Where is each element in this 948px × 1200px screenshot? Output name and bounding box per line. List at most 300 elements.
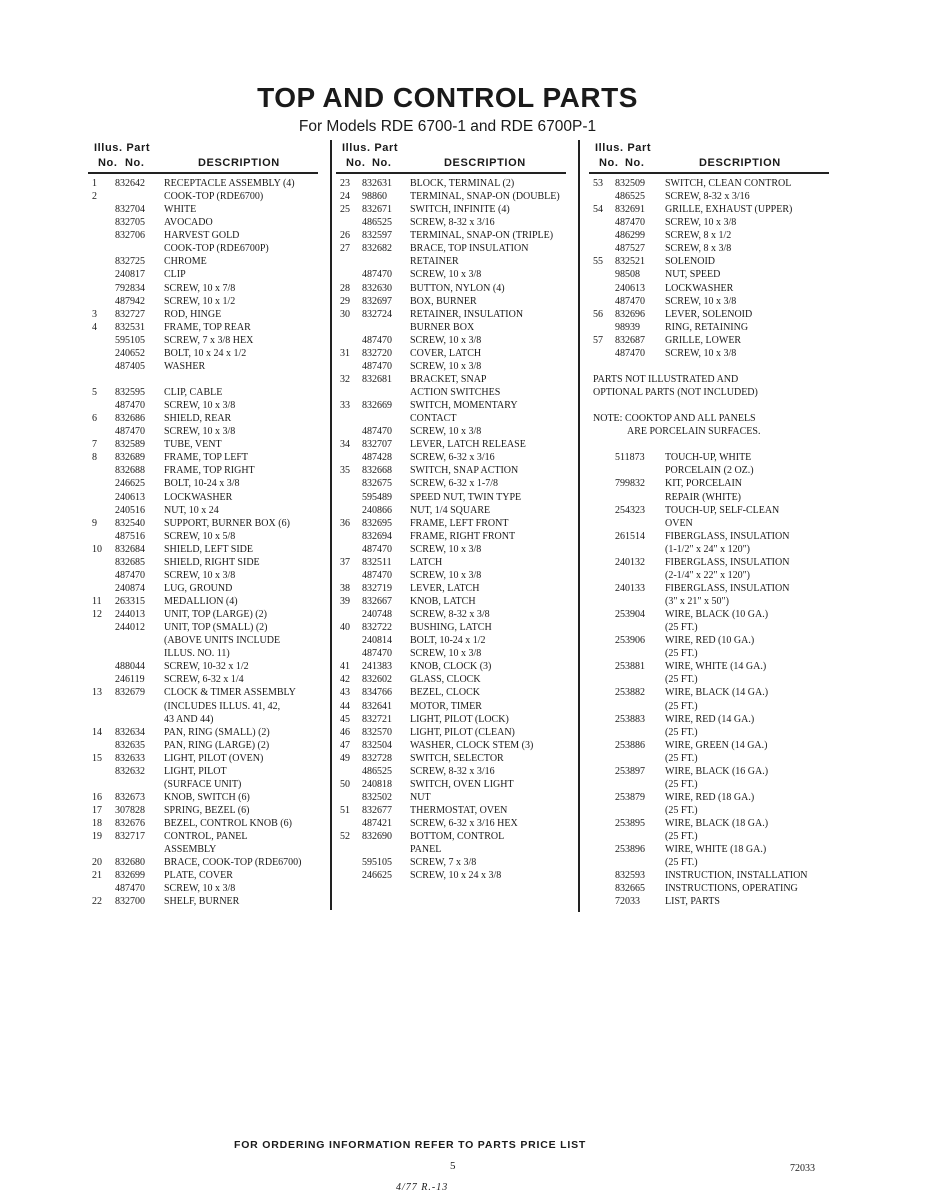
part-number: 832632 <box>115 765 145 777</box>
part-description: SCREW, 6-32 x 1-7/8 <box>410 478 498 490</box>
illus-number: 24 <box>340 191 350 203</box>
part-number: 834766 <box>362 687 392 699</box>
part-description: WIRE, WHITE (14 GA.) <box>665 661 767 673</box>
part-description: LIST, PARTS <box>665 896 720 908</box>
part-number: 832687 <box>615 334 645 346</box>
part-number: 832679 <box>115 687 145 699</box>
part-number: 832593 <box>615 870 645 882</box>
part-number: 832694 <box>362 530 392 542</box>
part-description: PLATE, COVER <box>164 870 233 882</box>
part-number: 832531 <box>115 321 145 333</box>
illus-number: 14 <box>92 726 102 738</box>
part-description: FRAME, TOP REAR <box>164 321 251 333</box>
part-description: SWITCH, OVEN LIGHT <box>410 778 514 790</box>
part-description: LIGHT, PILOT (LOCK) <box>410 713 509 725</box>
part-description: COOK-TOP (RDE6700) <box>164 191 264 203</box>
illus-number: 53 <box>593 178 603 189</box>
part-number: 240516 <box>115 504 145 516</box>
part-description: SOLENOID <box>665 256 715 268</box>
part-description: SCREW, 7 x 3/8 HEX <box>164 334 254 346</box>
illus-number: 12 <box>92 609 102 621</box>
part-description: WASHER <box>164 360 206 372</box>
part-number: 487942 <box>115 295 145 307</box>
part-number: 261514 <box>615 530 645 542</box>
part-number: 832671 <box>362 204 392 216</box>
column-header-description: DESCRIPTION <box>444 157 526 169</box>
part-description: SCREW, 8-32 x 3/8 <box>410 609 490 621</box>
part-number: 832695 <box>362 517 392 529</box>
part-description: LATCH <box>410 556 443 568</box>
part-number: 72033 <box>615 896 640 908</box>
note-text: ARE PORCELAIN SURFACES. <box>627 426 761 438</box>
part-description: (25 FT.) <box>665 831 698 843</box>
part-number: 832677 <box>362 805 392 816</box>
column-header-part-no: No. <box>372 157 392 169</box>
part-description: SPEED NUT, TWIN TYPE <box>410 491 522 503</box>
part-number: 487470 <box>362 543 392 555</box>
part-description: BRACKET, SNAP <box>410 373 487 385</box>
part-number: 832589 <box>115 439 145 451</box>
part-description: BOLT, 10-24 x 3/8 <box>164 478 240 490</box>
illus-number: 54 <box>593 204 603 216</box>
part-description: (SURFACE UNIT) <box>164 778 242 790</box>
part-number: 832689 <box>115 452 145 464</box>
part-description: SCREW, 10 x 3/8 <box>164 883 236 895</box>
ordering-note: FOR ORDERING INFORMATION REFER TO PARTS PRICE LIST <box>234 1139 587 1151</box>
part-description: SCREW, 7 x 3/8 <box>410 857 477 869</box>
part-description: SCREW, 8 x 1/2 <box>665 230 732 242</box>
part-description: MOTOR, TIMER <box>410 700 482 712</box>
part-description: FRAME, RIGHT FRONT <box>410 530 516 542</box>
part-number: 240132 <box>615 556 645 568</box>
part-number: 487470 <box>615 347 645 359</box>
part-description: SCREW, 10 x 1/2 <box>164 295 236 307</box>
part-description: (ABOVE UNITS INCLUDE <box>164 635 281 647</box>
column-header-part-no: No. <box>125 157 145 169</box>
part-number: 487470 <box>115 426 145 438</box>
part-number: 487470 <box>115 400 145 412</box>
part-number: 98860 <box>362 191 387 203</box>
part-description: BEZEL, CLOCK <box>410 687 480 699</box>
part-number: 240652 <box>115 347 145 359</box>
illus-number: 31 <box>340 347 350 359</box>
part-description: WIRE, RED (10 GA.) <box>665 635 755 647</box>
illus-number: 38 <box>340 582 350 594</box>
part-description: REPAIR (WHITE) <box>665 491 742 503</box>
part-number: 240613 <box>615 282 645 294</box>
part-number: 832728 <box>362 752 392 764</box>
part-number: 487516 <box>115 530 145 542</box>
part-description: FIBERGLASS, INSULATION <box>665 556 790 568</box>
part-description: WIRE, BLACK (10 GA.) <box>665 609 769 621</box>
part-number: 254323 <box>615 504 645 516</box>
part-description: CLIP, CABLE <box>164 387 223 398</box>
part-description: LOCKWASHER <box>164 491 233 503</box>
part-number: 595105 <box>362 857 392 869</box>
part-description: WIRE, RED (14 GA.) <box>665 713 755 725</box>
illus-number: 9 <box>92 517 97 529</box>
part-number: 487470 <box>362 569 392 581</box>
part-description: LUG, GROUND <box>164 582 233 594</box>
part-number: 486525 <box>362 765 392 777</box>
illus-number: 25 <box>340 204 350 216</box>
part-description: WIRE, WHITE (18 GA.) <box>665 844 767 856</box>
part-description: WHITE <box>164 204 197 216</box>
header-rule <box>88 172 318 174</box>
part-description: (25 FT.) <box>665 752 698 764</box>
part-description: INSTRUCTIONS, OPERATING <box>665 883 798 895</box>
illus-number: 27 <box>340 243 350 255</box>
part-description: HARVEST GOLD <box>164 230 240 242</box>
part-number: 832676 <box>115 818 145 830</box>
part-number: 832635 <box>115 739 145 751</box>
part-description: TOUCH-UP, WHITE <box>665 452 752 464</box>
illus-number: 39 <box>340 596 350 607</box>
part-number: 240866 <box>362 504 392 516</box>
illus-number: 23 <box>340 178 350 189</box>
part-description: PAN, RING (SMALL) (2) <box>164 726 270 738</box>
part-description: (25 FT.) <box>665 778 698 790</box>
part-number: 832681 <box>362 373 392 385</box>
header-rule <box>589 172 829 174</box>
part-description: LIGHT, PILOT (CLEAN) <box>410 726 515 738</box>
part-description: SCREW, 8-32 x 3/16 <box>665 191 750 203</box>
part-description: LIGHT, PILOT <box>164 765 227 777</box>
part-number: 832721 <box>362 713 392 725</box>
part-description: KNOB, SWITCH (6) <box>164 791 250 803</box>
illus-number: 22 <box>92 896 102 908</box>
part-number: 240817 <box>115 269 145 281</box>
part-number: 832691 <box>615 204 645 216</box>
part-description: SWITCH, INFINITE (4) <box>410 204 510 216</box>
part-description: FIBERGLASS, INSULATION <box>665 582 790 594</box>
page-number: 5 <box>450 1160 456 1172</box>
illus-number: 6 <box>92 413 97 425</box>
part-description: LEVER, SOLENOID <box>665 308 753 320</box>
part-number: 487470 <box>615 217 645 229</box>
part-number: 307828 <box>115 805 145 816</box>
column-header-illus-no: No. <box>346 157 366 169</box>
part-number: 832668 <box>362 465 392 477</box>
part-description: SCREW, 8-32 x 3/16 <box>410 765 495 777</box>
part-number: 832684 <box>115 543 145 555</box>
part-description: RING, RETAINING <box>665 321 749 333</box>
part-number: 832717 <box>115 831 145 843</box>
illus-number: 28 <box>340 282 350 294</box>
part-number: 253906 <box>615 635 645 647</box>
part-number: 240818 <box>362 778 392 790</box>
part-description: SCREW, 8 x 3/8 <box>665 243 732 255</box>
part-number: 595105 <box>115 334 145 346</box>
part-number: 832696 <box>615 308 645 320</box>
illus-number: 45 <box>340 713 350 725</box>
part-description: SCREW, 10 x 3/8 <box>665 347 737 359</box>
note-text: OPTIONAL PARTS (NOT INCLUDED) <box>593 387 758 398</box>
column-header-part-no: No. <box>625 157 645 169</box>
part-number: 253904 <box>615 609 645 621</box>
part-number: 486525 <box>362 217 392 229</box>
part-description: RECEPTACLE ASSEMBLY (4) <box>164 178 295 189</box>
column-header-illus-no: No. <box>599 157 619 169</box>
part-description: SCREW, 10 x 3/8 <box>410 426 482 438</box>
page-title: TOP AND CONTROL PARTS <box>257 82 638 113</box>
part-description: NUT, 10 x 24 <box>164 504 219 516</box>
part-number: 832570 <box>362 726 392 738</box>
illus-number: 26 <box>340 230 350 242</box>
illus-number: 57 <box>593 334 603 346</box>
illus-number: 44 <box>340 700 350 712</box>
illus-number: 42 <box>340 674 350 686</box>
part-description: BOLT, 10-24 x 1/2 <box>410 635 486 647</box>
column-divider <box>578 140 580 912</box>
column-header-description: DESCRIPTION <box>198 157 280 169</box>
part-description: MEDALLION (4) <box>164 596 238 607</box>
part-number: 487470 <box>362 360 392 372</box>
part-number: 263315 <box>115 596 145 607</box>
part-description: (25 FT.) <box>665 648 698 660</box>
part-description: GLASS, CLOCK <box>410 674 481 686</box>
part-description: SUPPORT, BURNER BOX (6) <box>164 517 290 529</box>
part-number: 832633 <box>115 752 145 764</box>
part-number: 832697 <box>362 295 392 307</box>
part-number: 832724 <box>362 308 392 320</box>
part-description: (2-1/4" x 22" x 120") <box>665 569 751 581</box>
part-description: CLOCK & TIMER ASSEMBLY <box>164 687 296 699</box>
part-number: 246625 <box>362 870 392 882</box>
part-description: ASSEMBLY <box>164 844 217 856</box>
part-description: (25 FT.) <box>665 857 698 869</box>
illus-number: 51 <box>340 805 350 816</box>
illus-number: 20 <box>92 857 102 869</box>
part-description: COOK-TOP (RDE6700P) <box>164 243 269 255</box>
illus-number: 52 <box>340 831 350 843</box>
part-description: ACTION SWITCHES <box>410 387 501 398</box>
part-description: SHIELD, REAR <box>164 413 232 425</box>
part-number: 253896 <box>615 844 645 856</box>
part-description: BRACE, TOP INSULATION <box>410 243 529 255</box>
part-number: 832688 <box>115 465 145 477</box>
part-description: LEVER, LATCH <box>410 582 480 594</box>
illus-number: 34 <box>340 439 350 451</box>
part-description: WIRE, BLACK (16 GA.) <box>665 765 769 777</box>
part-number: 832675 <box>362 478 392 490</box>
part-description: FRAME, TOP LEFT <box>164 452 248 464</box>
part-number: 240748 <box>362 609 392 621</box>
part-number: 832521 <box>615 256 645 268</box>
part-description: SCREW, 10 x 3/8 <box>164 400 236 412</box>
part-description: BLOCK, TERMINAL (2) <box>410 178 515 189</box>
part-description: INSTRUCTION, INSTALLATION <box>665 870 808 882</box>
part-description: BUTTON, NYLON (4) <box>410 282 505 294</box>
part-description: BURNER BOX <box>410 321 475 333</box>
part-number: 487470 <box>362 269 392 281</box>
part-description: TUBE, VENT <box>164 439 222 451</box>
illus-number: 13 <box>92 687 102 699</box>
part-description: FRAME, LEFT FRONT <box>410 517 509 529</box>
part-description: SCREW, 10 x 24 x 3/8 <box>410 870 502 882</box>
part-description: SCREW, 10 x 3/8 <box>164 426 236 438</box>
part-number: 792834 <box>115 282 145 294</box>
part-number: 246119 <box>115 674 145 686</box>
part-description: NUT <box>410 791 431 803</box>
part-description: PANEL <box>410 844 442 856</box>
part-number: 487470 <box>615 295 645 307</box>
handwritten-note: 4/77 R.-13 <box>396 1182 449 1193</box>
part-description: SCREW, 10 x 3/8 <box>164 569 236 581</box>
part-description: SCREW, 10-32 x 1/2 <box>164 661 249 673</box>
part-description: WIRE, BLACK (14 GA.) <box>665 687 769 699</box>
note-text: PARTS NOT ILLUSTRATED AND <box>593 373 739 385</box>
part-number: 832595 <box>115 387 145 398</box>
part-number: 240874 <box>115 582 145 594</box>
column-header-illus-part: Illus. Part <box>342 142 399 154</box>
part-description: GRILLE, LOWER <box>665 334 742 346</box>
part-description: SCREW, 10 x 3/8 <box>665 295 737 307</box>
part-description: BEZEL, CONTROL KNOB (6) <box>164 818 292 830</box>
part-description: SWITCH, SNAP ACTION <box>410 465 519 477</box>
part-description: UNIT, TOP (SMALL) (2) <box>164 622 268 634</box>
part-number: 487470 <box>115 883 145 895</box>
part-number: 253897 <box>615 765 645 777</box>
page-subtitle: For Models RDE 6700-1 and RDE 6700P-1 <box>298 118 597 135</box>
part-description: KIT, PORCELAIN <box>665 478 743 490</box>
part-number: 241383 <box>362 661 392 673</box>
part-number: 487428 <box>362 452 392 464</box>
part-number: 832667 <box>362 596 392 607</box>
part-number: 240133 <box>615 582 645 594</box>
part-number: 832704 <box>115 204 145 216</box>
part-description: NUT, SPEED <box>665 269 721 281</box>
part-description: (25 FT.) <box>665 805 698 816</box>
part-description: KNOB, LATCH <box>410 596 476 607</box>
illus-number: 29 <box>340 295 350 307</box>
part-description: COVER, LATCH <box>410 347 482 359</box>
part-description: FRAME, TOP RIGHT <box>164 465 255 477</box>
part-number: 832682 <box>362 243 392 255</box>
part-description: SCREW, 10 x 3/8 <box>410 269 482 281</box>
part-number: 488044 <box>115 661 145 673</box>
part-number: 253883 <box>615 713 645 725</box>
part-description: SPRING, BEZEL (6) <box>164 805 250 816</box>
part-number: 240814 <box>362 635 392 647</box>
part-description: SCREW, 8-32 x 3/16 <box>410 217 495 229</box>
part-number: 832511 <box>362 556 392 568</box>
part-description: SCREW, 10 x 3/8 <box>410 334 482 346</box>
part-number: 486525 <box>615 191 645 203</box>
part-description: SCREW, 6-32 x 3/16 <box>410 452 495 464</box>
part-description: LOCKWASHER <box>665 282 734 294</box>
part-number: 832722 <box>362 622 392 634</box>
part-description: ROD, HINGE <box>164 308 222 320</box>
part-description: RETAINER <box>410 256 459 268</box>
part-number: 832502 <box>362 791 392 803</box>
part-description: SCREW, 10 x 3/8 <box>410 648 482 660</box>
part-number: 244013 <box>115 609 145 621</box>
part-number: 832719 <box>362 582 392 594</box>
part-description: SCREW, 10 x 3/8 <box>410 543 482 555</box>
illus-number: 36 <box>340 517 350 529</box>
part-description: NUT, 1/4 SQUARE <box>410 504 491 516</box>
illus-number: 2 <box>92 191 97 203</box>
illus-number: 17 <box>92 805 102 816</box>
part-number: 487470 <box>362 334 392 346</box>
part-description: OVEN <box>665 517 693 529</box>
part-number: 244012 <box>115 622 145 634</box>
illus-number: 5 <box>92 387 97 398</box>
part-number: 832504 <box>362 739 392 751</box>
part-description: KNOB, CLOCK (3) <box>410 661 492 673</box>
part-number: 832720 <box>362 347 392 359</box>
part-description: TERMINAL, SNAP-ON (TRIPLE) <box>410 230 554 242</box>
part-description: WIRE, BLACK (18 GA.) <box>665 818 769 830</box>
illus-number: 30 <box>340 308 350 320</box>
part-description: CONTACT <box>410 413 457 425</box>
part-description: (3" x 21" x 50") <box>665 596 729 607</box>
column-header-description: DESCRIPTION <box>699 157 781 169</box>
part-number: 832705 <box>115 217 145 229</box>
part-number: 832673 <box>115 791 145 803</box>
part-description: SCREW, 10 x 3/8 <box>410 569 482 581</box>
column-header-illus-part: Illus. Part <box>94 142 151 154</box>
part-number: 832699 <box>115 870 145 882</box>
part-number: 240613 <box>115 491 145 503</box>
header-rule <box>336 172 566 174</box>
part-description: RETAINER, INSULATION <box>410 308 524 320</box>
illus-number: 15 <box>92 752 102 764</box>
part-description: TERMINAL, SNAP-ON (DOUBLE) <box>410 191 560 203</box>
part-description: UNIT, TOP (LARGE) (2) <box>164 609 267 621</box>
illus-number: 8 <box>92 452 97 464</box>
illus-number: 1 <box>92 178 97 189</box>
part-description: GRILLE, EXHAUST (UPPER) <box>665 204 793 216</box>
part-description: (25 FT.) <box>665 700 698 712</box>
part-description: BOX, BURNER <box>410 295 477 307</box>
part-description: BOLT, 10 x 24 x 1/2 <box>164 347 247 359</box>
illus-number: 50 <box>340 778 350 790</box>
part-description: SHIELD, LEFT SIDE <box>164 543 253 555</box>
part-number: 98508 <box>615 269 640 281</box>
part-number: 511873 <box>615 452 645 464</box>
part-description: BUSHING, LATCH <box>410 622 492 634</box>
part-number: 487405 <box>115 360 145 372</box>
part-description: CONTROL, PANEL <box>164 831 248 843</box>
illus-number: 4 <box>92 321 97 333</box>
part-description: SWITCH, MOMENTARY <box>410 400 518 412</box>
part-description: AVOCADO <box>164 217 213 229</box>
illus-number: 40 <box>340 622 350 634</box>
part-description: LEVER, LATCH RELEASE <box>410 439 526 451</box>
illus-number: 49 <box>340 752 350 764</box>
document-number: 72033 <box>790 1163 815 1174</box>
part-description: CLIP <box>164 269 186 281</box>
part-number: 487470 <box>362 648 392 660</box>
illus-number: 55 <box>593 256 603 268</box>
illus-number: 16 <box>92 791 102 803</box>
illus-number: 19 <box>92 831 102 843</box>
part-number: 832686 <box>115 413 145 425</box>
illus-number: 33 <box>340 400 350 412</box>
part-number: 832602 <box>362 674 392 686</box>
part-number: 246625 <box>115 478 145 490</box>
part-number: 253895 <box>615 818 645 830</box>
illus-number: 18 <box>92 818 102 830</box>
part-description: TOUCH-UP, SELF-CLEAN <box>665 504 780 516</box>
part-number: 832707 <box>362 439 392 451</box>
part-description: WIRE, GREEN (14 GA.) <box>665 739 768 751</box>
part-number: 487527 <box>615 243 645 255</box>
part-description: BOTTOM, CONTROL <box>410 831 505 843</box>
part-number: 832680 <box>115 857 145 869</box>
